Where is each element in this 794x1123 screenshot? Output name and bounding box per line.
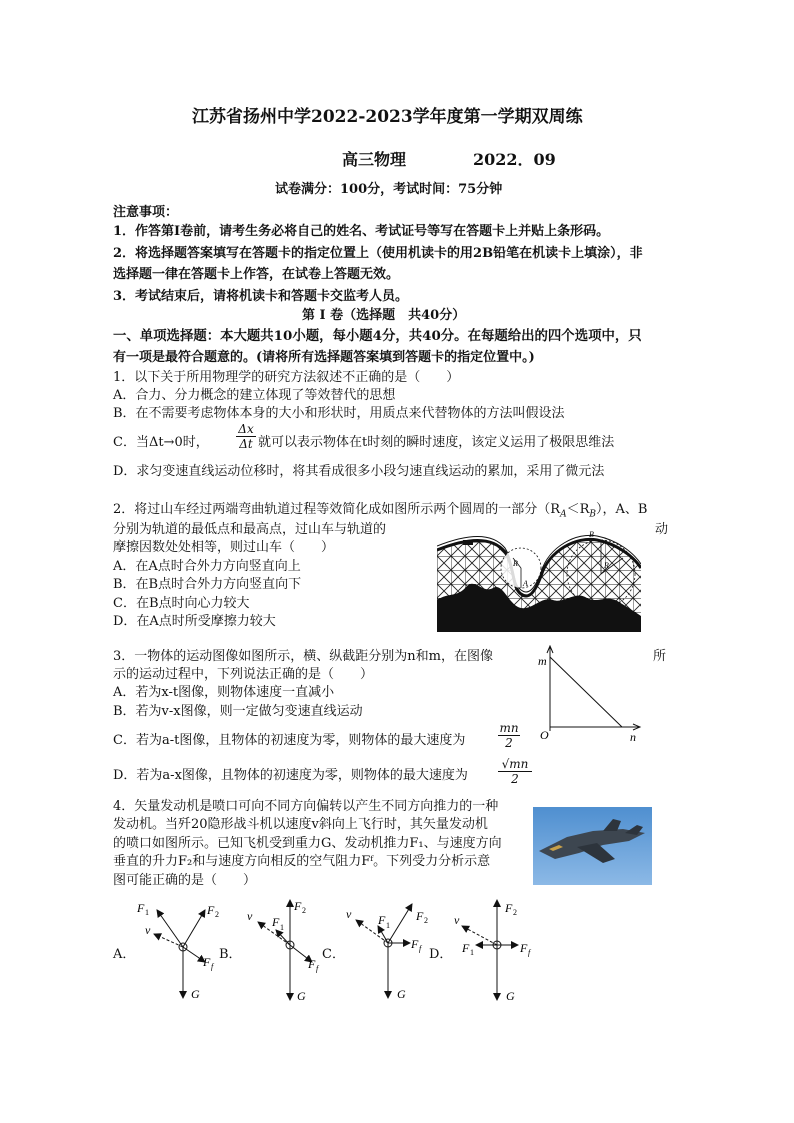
q1-fraction-num: Δx [238,422,254,436]
q4-line1: 4．矢量发动机是喷口可向不同方向偏转以产生不同方向推力的一种 [113,799,499,814]
d-v: v [454,913,460,927]
c-f2: F [416,909,424,923]
q1-option-b: B．在不需要考虑物体本身的大小和形状时，用质点来代替物体的方法叫假设法 [113,406,565,421]
note-item-3: 3．考试结束后，请将机读卡和答题卡交监考人员。 [113,289,409,304]
d-f2-sub: 2 [513,908,517,917]
label-b: B [589,530,594,539]
q1-option-d: D．求匀变速直线运动位移时，将其看成很多小段匀速直线运动的累加，采用了微元法 [113,464,605,479]
q2-line2: 分别为轨道的最低点和最高点，过山车与轨道的 [113,522,387,537]
section-intro-2: 有一项是最符合题意的。(请将所有选择题答案填到答题卡的指定位置中。) [113,350,535,365]
c-v: v [346,907,352,921]
q3-d-num: √mn [501,757,529,771]
a-ff: F [203,955,211,969]
q4-option-c-label: C． [322,947,345,962]
q2-option-c: C．在B点时向心力较大 [113,596,250,611]
notes-heading: 注意事项： [113,205,179,220]
note-item-2-cont: 选择题一律在答题卡上作答，在试卷上答题无效。 [113,267,400,282]
q1-fraction [236,422,256,451]
q4-line2: 发动机。当歼20隐形战斗机以速度v斜向上飞行时，其矢量发动机 [113,817,488,832]
q2-lt: ＜R [566,502,590,517]
force-diagram-d [454,900,532,1003]
a-g: G [191,987,200,1001]
section-intro-1: 一、单项选择题：本大题共10小题，每小题4分，共40分。在每题给出的四个选项中，只 [113,328,642,344]
q2-line1-end: ），A、B [595,502,648,517]
q2-line2-end: 动 [655,522,669,537]
c-f1: F [378,913,386,927]
d-ff-sub: f [528,948,531,957]
page-title: 江苏省扬州中学2022-2023学年度第一学期双周练 [192,107,583,127]
q3-line1-text: 3．一物体的运动图像如图所示，横、纵截距分别为n和m，在图像 [113,649,493,664]
coaster-car [463,540,473,545]
roller-coaster-figure [437,528,641,632]
b-f1-sub: 1 [280,923,284,932]
force-diagram-a [136,901,219,1001]
a-f2-sub: 2 [215,910,219,919]
d-g: G [506,989,515,1003]
c-f1-sub: 1 [386,921,390,930]
d-f1: F [462,941,470,955]
q3-option-c-pre: C．若为a-t图像，且物体的初速度为零，则物体的最大速度为 [113,733,466,748]
a-ff-sub: f [211,962,214,971]
c-ff-sub: f [419,944,422,953]
d-ff: F [520,941,528,955]
q3-line [550,657,622,727]
d-f1-sub: 1 [470,948,474,957]
q3-c-fraction [498,721,520,750]
q1-fraction-den: Δt [236,436,256,451]
b-v: v [247,909,253,923]
q3-graph [536,645,646,745]
note-item-2: 2．将选择题答案填写在答题卡的指定位置上（使用机读卡的用2B铅笔在机读卡上填涂），非 [113,246,643,261]
force-diagram-c [346,904,428,1001]
q4-line3: 的喷口如图所示。已知飞机受到重力G、发动机推力F₁、与速度方向 [113,836,502,851]
q4-option-d-label: D． [429,947,453,962]
d-f2: F [505,901,513,915]
q3-line1-end: 所 [653,649,667,664]
q4-option-b-label: B． [219,947,242,962]
q3-c-num: mn [499,721,519,735]
q2-line1-text: 2．将过山车经过两端弯曲轨道过程等效简化成如图所示两个圆周的一部分（R [113,502,561,517]
q1-option-a: A．合力、分力概念的建立体现了等效替代的思想 [113,388,396,403]
c-f2-sub: 2 [424,916,428,925]
q3-option-b: B．若为v-x图像，则一定做匀变速直线运动 [113,704,363,719]
q3-d-fraction [498,757,532,786]
q2-sub-b: B [589,509,596,520]
q3-label-m: m [538,654,547,668]
q3-label-n: n [630,730,636,744]
section-title: 第 Ⅰ 卷（选择题 共40分） [302,308,466,323]
b-f1: F [272,915,280,929]
c-g: G [397,987,406,1001]
c-ff: F [411,937,419,951]
q1-option-c-post: 就可以表示物体在t时刻的瞬时速度，该定义运用了极限思维法 [258,435,615,450]
b-ff-sub: f [316,964,319,973]
exam-date: 2022．09 [473,150,556,169]
force-diagram-b [247,899,320,1003]
label-ra: R [513,559,518,568]
q3-label-o: O [540,728,549,742]
q3-line2: 示的运动过程中，下列说法正确的是（ ） [113,667,374,682]
q1-option-c-pre: C．当Δt→0时， [113,435,209,450]
q3-option-d-pre: D．若为a-x图像，且物体的初速度为零，则物体的最大速度为 [113,768,468,783]
q4-line4: 垂直的升力F₂和与速度方向相反的空气阻力Fᶠ。下列受力分析示意 [113,854,491,869]
label-a: A [523,579,528,588]
q2-sub-a: A [560,509,567,520]
q2-option-b: B．在B点时合外力方向竖直向下 [113,577,302,592]
q3-option-a: A．若为x-t图像，则物体速度一直减小 [113,685,335,700]
note-item-1: 1．作答第Ⅰ卷前，请考生务必将自己的姓名、考试证号等写在答题卡上并贴上条形码。 [113,224,610,239]
q3-d-den: 2 [498,771,532,786]
b-f2-sub: 2 [302,906,306,915]
a-f2: F [207,903,215,917]
a-f1-sub: 1 [145,908,149,917]
score-time-line: 试卷满分：100分，考试时间：75分钟 [275,182,503,197]
b-f2: F [294,899,302,913]
b-g: G [297,989,306,1003]
q3-line1 [113,647,493,666]
q4-line5: 图可能正确的是（ ） [113,873,257,888]
q1-stem: 1．以下关于所用物理学的研究方法叙述不正确的是（ ） [113,370,460,385]
label-rb: R [604,561,609,570]
a-f1: F [137,901,145,915]
fighter-jet-photo [533,807,652,885]
b-ff: F [308,957,316,971]
q2-option-d: D．在A点时所受摩擦力较大 [113,614,276,629]
subject-title: 高三物理 [342,150,407,169]
q3-c-den: 2 [498,735,520,750]
q4-option-a-label: A． [113,947,136,962]
q2-line3: 摩擦因数处处相等，则过山车（ ） [113,540,335,555]
a-v: v [145,923,151,937]
force-diagrams [0,890,794,1010]
q2-option-a: A．在A点时合外力方向竖直向上 [113,559,301,574]
